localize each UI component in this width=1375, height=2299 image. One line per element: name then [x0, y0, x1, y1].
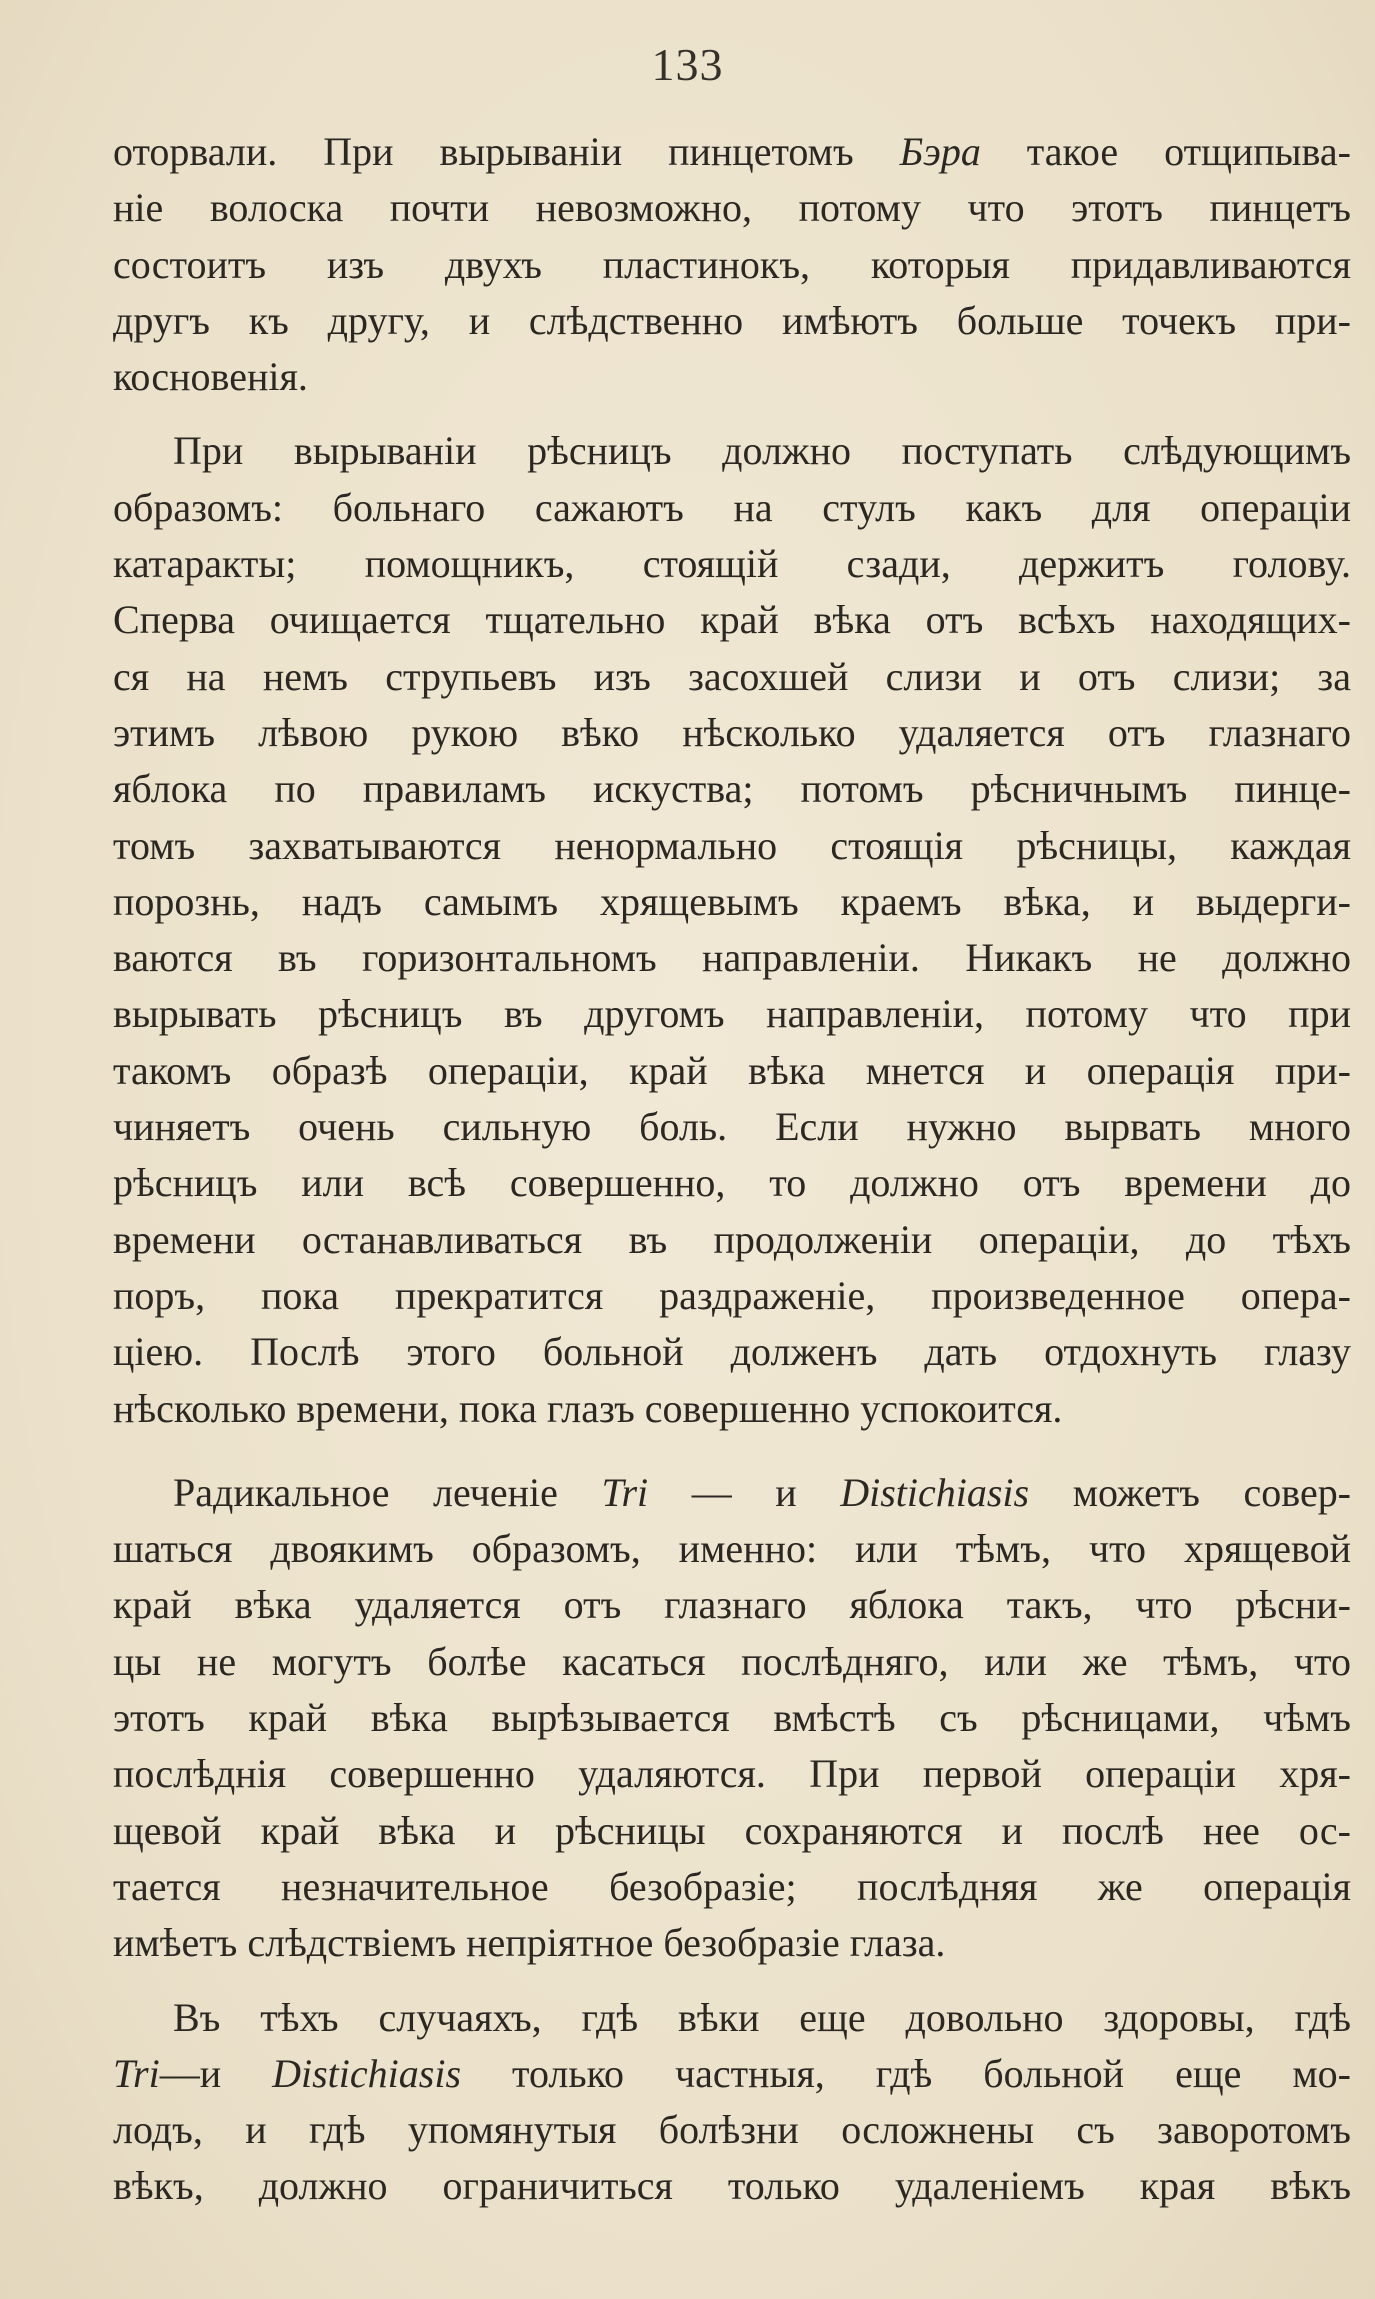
text-line: ся на немъ струпьевъ изъ засохшей слизи и отъ слизи; за: [113, 653, 1351, 699]
text-line: состоитъ изъ двухъ пластинокъ, которыя придавливаются: [113, 241, 1351, 287]
text-line: вырывать рѣсницъ въ другомъ направленіи, потому что при: [113, 991, 1351, 1037]
text-line: Радикальное леченіе Tri — и Distichiasis можетъ совер-: [173, 1469, 1351, 1515]
text-line: поръ, пока прекратится раздраженіе, произведенное опера-: [113, 1272, 1351, 1318]
text-line: образомъ: больнаго сажаютъ на стулъ какъ для операціи: [113, 484, 1351, 530]
text-line: порознь, надъ самымъ хрящевымъ краемъ вѣка, и выдерги-: [113, 878, 1351, 924]
text-line: рѣсницъ или всѣ совершенно, то должно отъ времени до: [113, 1160, 1351, 1206]
text-line: косновенія.: [113, 354, 308, 400]
text-line: чиняетъ очень сильную боль. Если нужно вырвать много: [113, 1104, 1351, 1150]
text-line: этимъ лѣвою рукою вѣко нѣсколько удаляется отъ глазнаго: [113, 709, 1351, 755]
text-line: катаракты; помощникъ, стоящій сзади, держитъ голову.: [113, 541, 1351, 587]
text-line: имѣетъ слѣдствіемъ непріятное безобразіе глаза.: [113, 1920, 946, 1966]
text-line: При вырываніи рѣсницъ должно поступать слѣдующимъ: [173, 428, 1351, 474]
body-text: [113, 124, 1351, 2215]
italic-name: Бэра: [899, 129, 981, 174]
text-line: нѣсколько времени, пока глазъ совершенно успокоится.: [113, 1385, 1063, 1431]
text-line: щевой край вѣка и рѣсницы сохраняются и послѣ нее ос-: [113, 1807, 1351, 1853]
text-line: Tri—и Distichiasis только частныя, гдѣ больной еще мо-: [113, 2050, 1351, 2096]
text-line: времени останавливаться въ продолженіи операціи, до тѣхъ: [113, 1216, 1351, 1262]
text-line: ваются въ горизонтальномъ направленіи. Никакъ не должно: [113, 935, 1351, 981]
paragraph-1: [113, 124, 1351, 405]
text-line: томъ захватываются ненормально стоящія рѣсницы, каждая: [113, 822, 1351, 868]
text-line: край вѣка удаляется отъ глазнаго яблока такъ, что рѣсни-: [113, 1582, 1351, 1628]
text-line: тается незначительное безобразіе; послѣдняя же операція: [113, 1863, 1351, 1909]
text-line: цы не могутъ болѣе касаться послѣдняго, или же тѣмъ, что: [113, 1638, 1351, 1684]
italic-term: Distichiasis: [840, 1469, 1030, 1515]
text-line: такомъ образѣ операціи, край вѣка мнется и операція при-: [113, 1047, 1351, 1093]
text-line: послѣднія совершенно удаляются. При первой операціи хря-: [113, 1751, 1351, 1797]
text-line: лодъ, и гдѣ упомянутыя болѣзни осложнены съ заворотомъ: [113, 2107, 1351, 2153]
page-number: 133: [651, 39, 724, 90]
paragraph-2: [113, 423, 1351, 1436]
text-line: вѣкъ, должно ограничиться только удаленіемъ края вѣкъ: [113, 2163, 1351, 2209]
text-line: другъ къ другу, и слѣдственно имѣютъ больше точекъ при-: [113, 297, 1351, 343]
text-line: шаться двоякимъ образомъ, именно: или тѣмъ, что хрящевой: [113, 1526, 1351, 1572]
text-line: Сперва очищается тщательно край вѣка отъ всѣхъ находящих-: [113, 597, 1351, 643]
text-line: ніе волоска почти невозможно, потому что этотъ пинцетъ: [113, 185, 1351, 231]
italic-term: Tri: [601, 1469, 649, 1515]
paragraph-3: [113, 1465, 1351, 1972]
text-line: Въ тѣхъ случаяхъ, гдѣ вѣки еще довольно здоровы, гдѣ: [173, 1994, 1351, 2040]
text-line: ціею. Послѣ этого больной долженъ дать отдохнуть глазу: [113, 1329, 1351, 1375]
text-line: яблока по правиламъ искуства; потомъ рѣсничнымъ пинце-: [113, 766, 1351, 812]
italic-term: Tri: [113, 2050, 160, 2096]
text-line: оторвали. При вырываніи пинцетомъ Бэра такое отщипыва-: [113, 129, 1351, 174]
paragraph-4: [113, 1990, 1351, 2215]
italic-term: Distichiasis: [272, 2050, 462, 2096]
text-line: этотъ край вѣка вырѣзывается вмѣстѣ съ рѣсницами, чѣмъ: [113, 1695, 1351, 1741]
